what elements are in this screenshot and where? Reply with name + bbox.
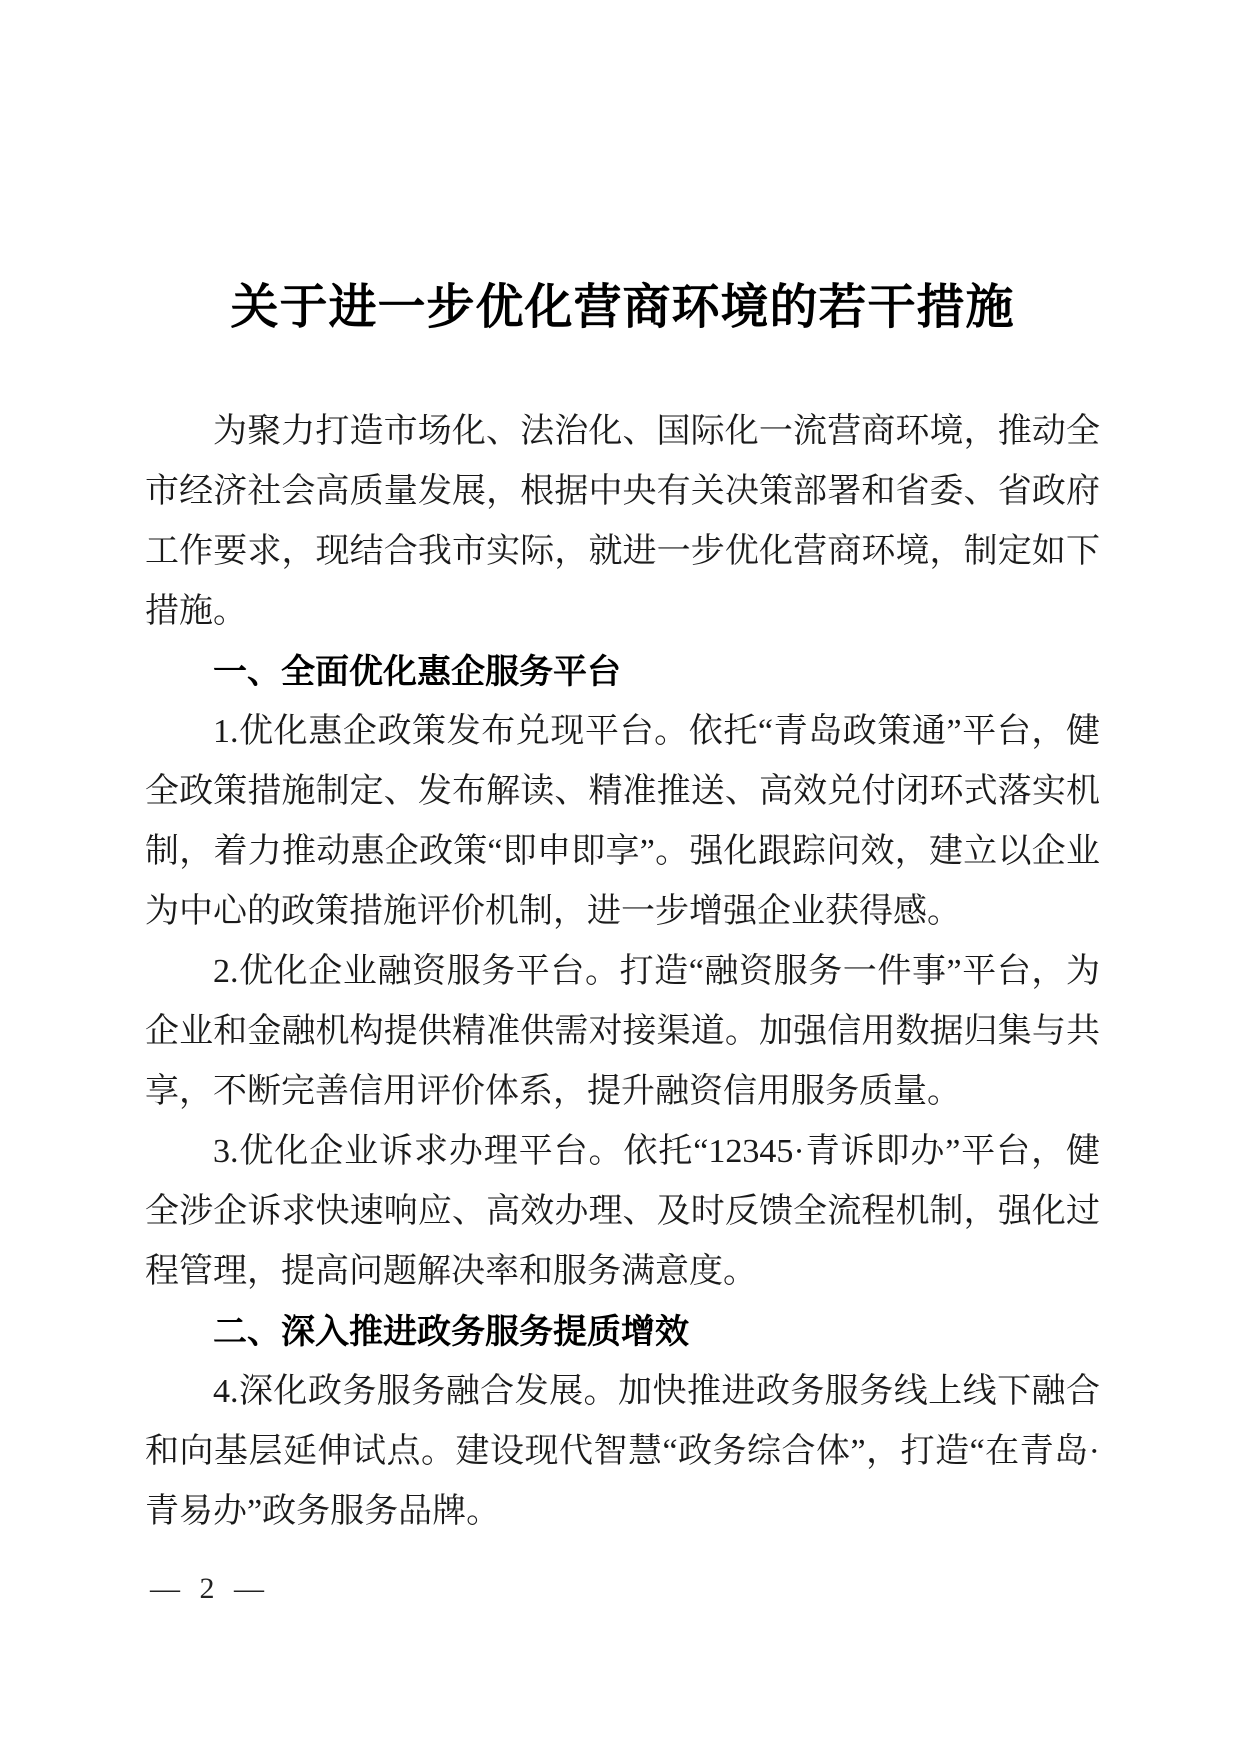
measure-item-1: 1.优化惠企政策发布兑现平台。依托“青岛政策通”平台，健全政策措施制定、发布解读、精准推送、高效兑付闭环式落实机制，着力推动惠企政策“即申即享”。强化跟踪问效，建立以企业为中心的政策措施评价机制，进一步增强企业获得感。 <box>145 713 1100 930</box>
measure-item-4: 4.深化政务服务融合发展。加快推进政务服务线上线下融合和向基层延伸试点。建设现代智慧“政务综合体”，打造“在青岛·青易办”政务服务品牌。 <box>145 1373 1100 1530</box>
document-body <box>145 282 1100 1542</box>
measure-item-2: 2.优化企业融资服务平台。打造“融资服务一件事”平台，为企业和金融机构提供精准供需对接渠道。加强信用数据归集与共享，不断完善信用评价体系，提升融资信用服务质量。 <box>145 953 1100 1110</box>
section-heading-1: 一、全面优化惠企服务平台 <box>213 653 621 691</box>
document-title: 关于进一步优化营商环境的若干措施 <box>230 281 1015 334</box>
page-number: — 2 — <box>150 1572 270 1605</box>
document-text <box>145 402 1100 1542</box>
intro-paragraph: 为聚力打造市场化、法治化、国际化一流营商环境，推动全市经济社会高质量发展，根据中央有关决策部署和省委、省政府工作要求，现结合我市实际，就进一步优化营商环境，制定如下措施。 <box>145 413 1100 630</box>
measure-item-3: 3.优化企业诉求办理平台。依托“12345·青诉即办”平台，健全涉企诉求快速响应、高效办理、及时反馈全流程机制，强化过程管理，提高问题解决率和服务满意度。 <box>145 1133 1100 1290</box>
section-heading-2: 二、深入推进政务服务提质增效 <box>213 1313 689 1351</box>
